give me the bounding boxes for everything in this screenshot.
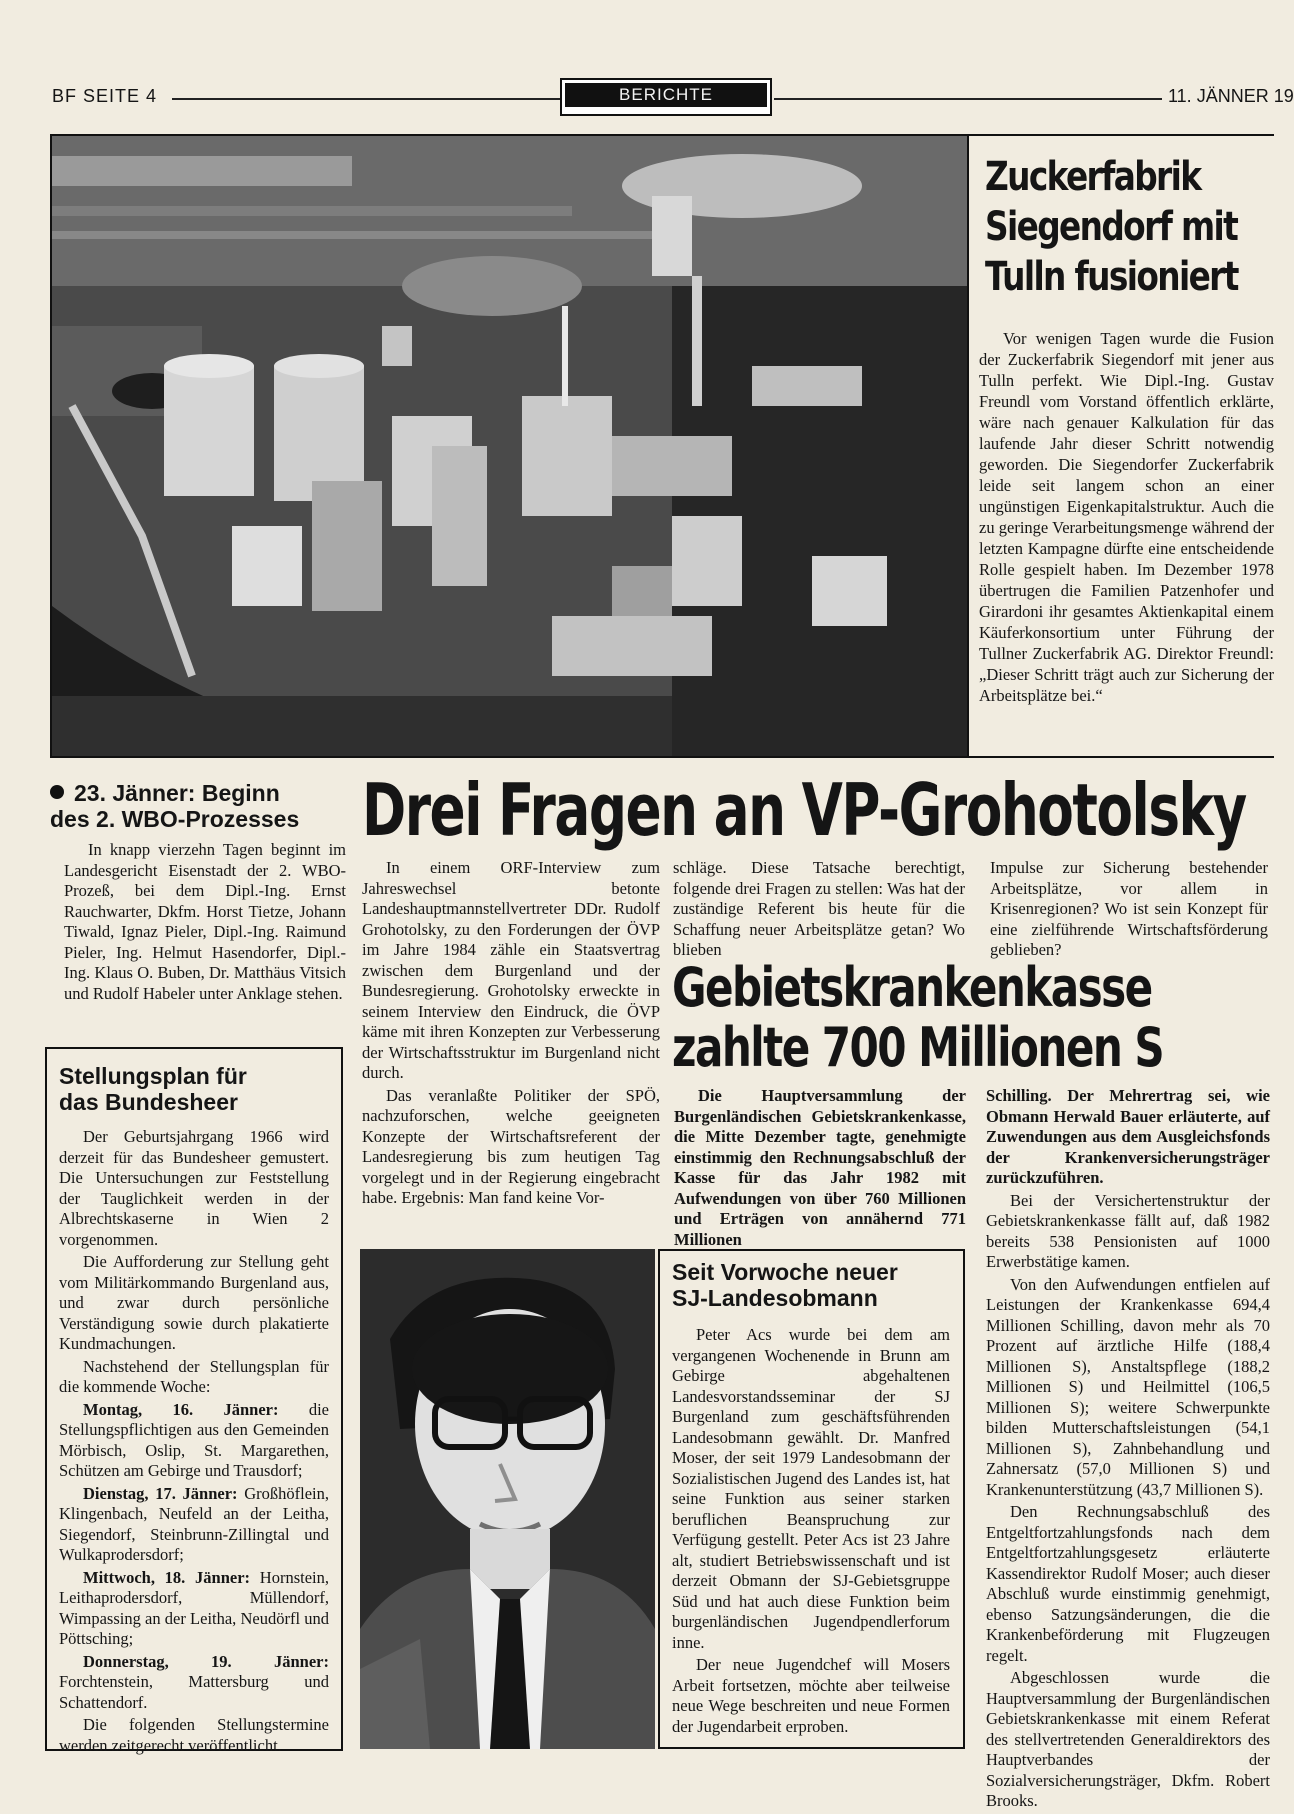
masthead-rule-right bbox=[774, 98, 1162, 100]
lead-headline-line-1: Zuckerfabrik bbox=[985, 154, 1201, 200]
sj-p2: Der neue Jugendchef will Mosers Arbeit fortsetzen, möchte aber teilweise neue Wege beschreiten und neue Formen der Jugendarbeit erproben. bbox=[672, 1655, 950, 1736]
day-4-label: Donnerstag, 19. Jänner: bbox=[83, 1651, 329, 1671]
lead-body: Vor wenigen Tagen wurde die Fusion der Zuckerfabrik Siegendorf mit jener aus Tulln perfekt. Wie Dipl.-Ing. Gustav Freundl vom Vorstand öffentlich erklärte, wäre nach genauer Kalkulation für das laufende Jahr dieser Schritt notwendig geworden. Die Siegendorfer Zuckerfabrik leide seit langem schon an einer ungünstigen Eigenkapitalstruktur. Auch die zu geringe Verarbeitungsmenge während der letzten Kampagne dürfte eine entscheidende Rolle gespielt haben. Im Dezember 1978 übertrugen die Familien Patzenhofer und Girardoni ihr gesamtes Aktienkapital einem Käuferkonsortium unter Führung der Tullner Zuckerfabrik AG. Direktor Freundl: „Dieser Schritt trägt auch zur Sicherung der Arbeitsplätze bei.“ bbox=[979, 329, 1274, 705]
stellungsplan-headline bbox=[59, 1063, 329, 1115]
gkk-lead-cont: Schilling. Der Mehrertrag sei, wie Obmann Herwald Bauer erläuterte, auf Zuwendungen aus dem Ausgleichsfonds der Krankenversicherungsträger zurückzuführen. bbox=[986, 1086, 1270, 1187]
stellungsplan-title-2: das Bundesheer bbox=[59, 1089, 238, 1115]
fragen-headline: Drei Fragen an VP-Grohotolsky bbox=[362, 768, 1246, 852]
fragen-col1-p1: In einem ORF-Interview zum Jahreswechsel betonte Landeshauptmannstellvertreter DDr. Rudolf Grohotolsky, zu den Forderungen der ÖVP im Jahre 1984 zähle ein Staatsvertrag zwischen dem Burgenland und der Bundesregierung. Grohotolsky erweckte in seinem Interview den Eindruck, die ÖVP käme mit ihren Konzepten zur Verbesserung der Wirtschaftsstruktur im Burgenland nicht durch. bbox=[362, 858, 660, 1082]
sj-p1: Peter Acs wurde bei dem am vergangenen Wochenende in Brunn am Gebirge abgehaltenen Landesvorstandsseminar der SJ Burgenland zum geschäftsführenden Landesobmann gewählt. Dr. Manfred Moser, der seit 1979 Landesobmann der Sozialistischen Jugend des Landes ist, hat seine Funktion aus seiner starken beruflichen Beanspruchung zur Verfügung gestellt. Peter Acs ist 23 Jahre alt, studiert Betriebswissenschaft und ist derzeit Obmann der SJ-Gebietsgruppe Süd und hat auch diese Funktion beim burgenländischen Jugendpendlerforum inne. bbox=[672, 1325, 950, 1652]
day-4-text: Forchtenstein, Mattersburg und Schattendorf. bbox=[59, 1672, 329, 1712]
day-2-text: Großhöflein, Klingenbach, Neufeld an der Leitha, Siegendorf, Steinbrunn-Zillingtal und Wulkaprodersdorf; bbox=[59, 1483, 329, 1564]
gkk-p2: Von den Aufwendungen entfielen auf Leistungen der Krankenkasse 694,4 Millionen Schilling, davon mehr als 70 Prozent auf ärztliche Hilfe (188,4 Millionen S), Anstaltspflege (188,2 Millionen S) und Heilmittel (106,5 Millionen S); weitere Schwerpunkte bilden Mutterschaftsleistungen (54,1 Millionen S), Zahnbehandlung und Zahnersatz (57,0 Millionen S) und Krankenunterstützung (43,7 Millionen S). bbox=[986, 1274, 1270, 1499]
gkk-p1: Bei der Versichertenstruktur der Gebietskrankenkasse fällt auf, daß 1982 bereits 538 Pensionisten auf 1000 Erwerbstätige kamen. bbox=[986, 1190, 1270, 1271]
sj-title-2: SJ-Landesobmann bbox=[672, 1285, 878, 1311]
day-1-label: Montag, 16. Jänner: bbox=[83, 1399, 279, 1419]
gkk-headline-line-2: zahlte 700 Millionen S bbox=[672, 1016, 1164, 1079]
stellungsplan-p2: Die Aufforderung zur Stellung geht vom Militärkommando Burgenland aus, und zwar durch persönliche Verständigung sowie durch plakatierte Kundmachungen. bbox=[59, 1252, 329, 1353]
stellungsplan-title-1: Stellungsplan für bbox=[59, 1063, 247, 1089]
gkk-headline-line-1: Gebietskrankenkasse bbox=[672, 956, 1152, 1019]
bullet-icon bbox=[50, 785, 64, 799]
day-2-label: Dienstag, 17. Jänner: bbox=[83, 1483, 238, 1503]
masthead-rule-left bbox=[172, 98, 612, 100]
lead-headline bbox=[985, 152, 1238, 302]
gkk-p4: Abgeschlossen wurde die Hauptversammlung der Burgenländischen Gebietskrankenkasse mit einem Referat des stellvertretenden Generaldirektors des Hauptverbandes der Sozialversicherungsträger, Dkfm. Robert Brooks. bbox=[986, 1668, 1270, 1810]
stellungsplan-p3: Nachstehend der Stellungsplan für die kommende Woche: bbox=[59, 1356, 329, 1396]
stellungsplan-box bbox=[45, 1047, 343, 1755]
lead-headline-line-2: Siegendorf mit bbox=[985, 204, 1238, 250]
wbo-headline bbox=[50, 780, 350, 832]
section-label-box bbox=[560, 78, 772, 116]
day-3-text: Hornstein, Leithaprodersdorf, Müllendorf, Wimpassing an der Leitha, Neudörfl und Pöttsching; bbox=[59, 1567, 330, 1648]
wbo-title-1: 23. Jänner: Beginn bbox=[74, 780, 280, 806]
stellungsplan-end: Die folgenden Stellungstermine werden zeitgerecht veröffentlicht. bbox=[59, 1715, 329, 1755]
fragen-column-3: Impulse zur Sicherung bestehender Arbeitsplätze, vor allem in Krisenregionen? Wo ist sein Konzept für eine zielführende Wirtschaftsförderung geblieben? bbox=[990, 858, 1268, 959]
stellungsplan-body bbox=[59, 1127, 329, 1758]
gkk-p3: Den Rechnungsabschluß des Entgeltfortzahlungsfonds nach dem Entgeltfortzahlungsgesetz erläuterte Kassendirektor Rudolf Moser; auch dieser Abschluß wurde einstimmig genehmigt, ebenso Satzungsänderungen, die die Krankenbeförderung mit Flugzeugen regelt. bbox=[986, 1502, 1270, 1665]
page-number: BF SEITE 4 bbox=[52, 86, 158, 106]
fragen-column-2: schläge. Diese Tatsache berechtigt, folgende drei Fragen zu stellen: Was hat der zuständige Referent bis heute für die Schaffung neuer Arbeitsplätze getan? Wo blieben bbox=[673, 858, 965, 959]
sugar-factory-aerial-photo bbox=[50, 134, 969, 758]
section-label: BERICHTE bbox=[565, 83, 767, 107]
day-3-label: Mittwoch, 18. Jänner: bbox=[83, 1567, 251, 1587]
gkk-headline bbox=[672, 958, 1163, 1078]
fragen-col1-p2: Das veranlaßte Politiker der SPÖ, nachzuforschen, welche geeigneten Konzepte der Wirtschaftsreferent der Landesregierung bis zum heutigen Tag vorgelegt und in der Regierung eingebracht habe. Ergebnis: Man fand keine Vor- bbox=[362, 1085, 660, 1207]
day-1-text: die Stellungspflichtigen aus den Gemeinden Mörbisch, Oslip, St. Margarethen, Schützen am Gebirge und Trausdorf; bbox=[59, 1399, 329, 1480]
gkk-column-right bbox=[986, 1086, 1270, 1814]
sugar-factory-illustration bbox=[52, 136, 967, 756]
wbo-headline-line-1 bbox=[50, 780, 350, 806]
gkk-lead: Die Hauptversammlung der Burgenländischen Gebietskrankenkasse, die Mitte Dezember tagte, genehmigte einstimmig den Rechnungsabschluß der Kasse für das Jahr 1982 mit Aufwendungen von über 760 Millionen und Erträgen von annähernd 771 Millionen bbox=[674, 1086, 966, 1249]
stellungsplan-p1: Der Geburtsjahrgang 1966 wird derzeit für das Bundesheer gemustert. Die Untersuchungen zur Feststellung der Tauglichkeit werden in der Albrechtskaserne in Wien 2 vorgenommen. bbox=[59, 1127, 329, 1249]
sj-article-box bbox=[658, 1249, 965, 1749]
portrait-illustration bbox=[360, 1249, 655, 1749]
lead-headline-line-3: Tulln fusioniert bbox=[985, 254, 1238, 300]
stellungsplan-day-3 bbox=[59, 1568, 329, 1650]
issue-date: 11. JÄNNER 19 bbox=[1168, 86, 1294, 106]
stellungsplan-day-4 bbox=[59, 1652, 329, 1714]
wbo-headline-line-2: des 2. WBO-Prozesses bbox=[50, 806, 300, 832]
portrait-photo bbox=[360, 1249, 655, 1749]
stellungsplan-day-2 bbox=[59, 1484, 329, 1566]
masthead bbox=[52, 78, 1294, 118]
fragen-column-1 bbox=[362, 858, 660, 1211]
lead-story-box bbox=[967, 134, 1274, 758]
sj-body bbox=[672, 1325, 950, 1739]
sj-title-1: Seit Vorwoche neuer bbox=[672, 1259, 898, 1285]
sj-headline bbox=[672, 1259, 962, 1311]
stellungsplan-day-1 bbox=[59, 1400, 329, 1482]
wbo-body: In knapp vierzehn Tagen beginnt im Landesgericht Eisenstadt der 2. WBO-Prozeß, bei dem Dipl.-Ing. Ernst Rauchwarter, Dkfm. Horst Tietze, Johann Tiwald, Ignaz Pieler, Dipl.-Ing. Raimund Pieler, Ing. Helmut Hasendorfer, Dipl.-Ing. Klaus O. Buben, Dr. Matthäus Vitsich und Rudolf Habeler unter Anklage stehen. bbox=[64, 840, 346, 1003]
